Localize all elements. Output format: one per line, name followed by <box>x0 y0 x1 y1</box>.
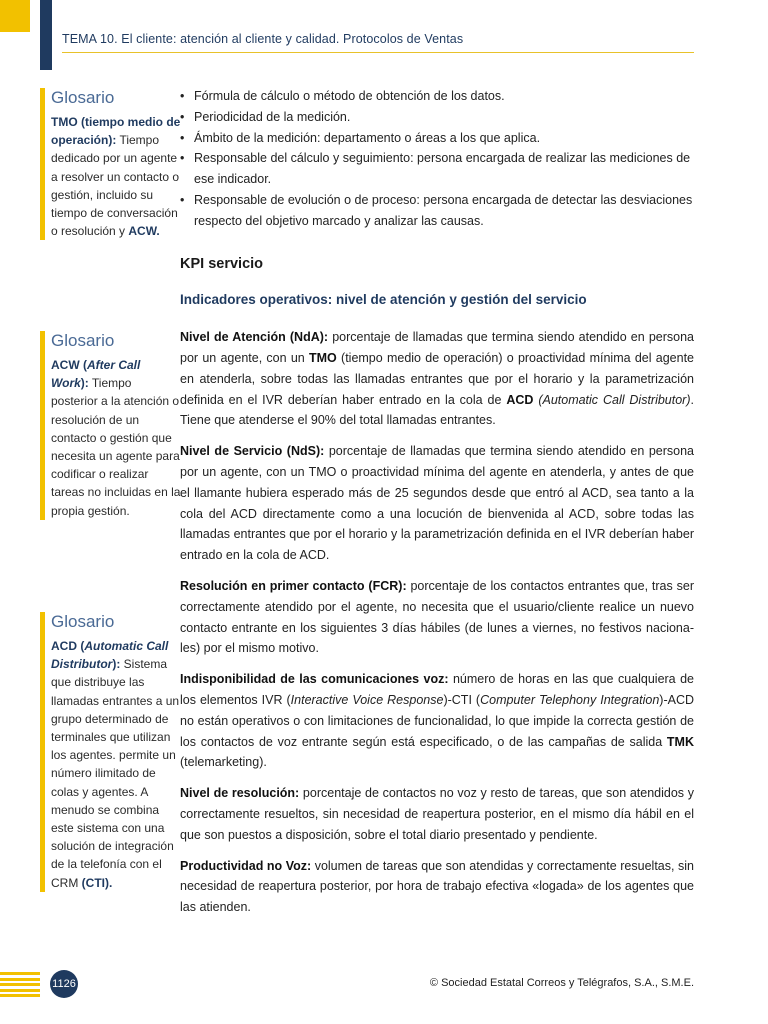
glossary-body <box>51 113 181 240</box>
paragraph-text: volumen de tareas que son atendidas y correctamente resueltas, sin necesidad de reapertura posterior, por hora de trabajo efectiva «logada» de los agentes que las atienden. <box>180 858 694 915</box>
glossary-term-close: ): <box>80 376 89 391</box>
inline-italic: (Automatic Call Distributor) <box>533 392 691 407</box>
glossary-term-italic: After Call Work <box>51 358 141 391</box>
glossary-title: Glosario <box>51 88 115 107</box>
paragraph-text: porcentaje de contactos no voz y resto de tareas, que son atendidos y correctamente resueltos, sin necesidad de reapertura posterior, en el mismo día hábil en el que son puestos a disposición, sobre el total diario presentado y pendiente. <box>180 786 695 842</box>
paragraph-text: porcentaje de llamadas que termina siendo atendido en persona por un agente, con un TMO o proactividad mínima del agente en atenderla, y antes de que el llamante hubiera esperado más de 25 segundos desde que entró al ACD, sea tanto a la cola del ACD directamente como a una locución de bienvenida al ACD, sobre todas las llamadas entrantes que por el horario y la parametrización definida en el IVR deberían haber entrado en la cola de ACD. <box>180 444 694 563</box>
paragraph-text: (telemarketing). <box>180 755 267 770</box>
bullet-item: • Ámbito de la medición: departamento o áreas a los que aplica. <box>180 128 694 149</box>
header-rule <box>62 52 694 53</box>
paragraph-term: Nivel de resolución: <box>180 786 300 801</box>
paragraph-nivel-resolucion <box>180 783 694 845</box>
inline-term: TMK <box>666 734 694 749</box>
footer-copyright: © Sociedad Estatal Correos y Telégrafos, S.A., S.M.E. <box>429 977 694 989</box>
paragraph-text: porcentaje de los contactos entrantes que, tras ser correctamente atendido por el agente, no necesita que el usuario/cliente realice un nuevo contacto entrante en los siguientes 3 días hábiles (de lunes a viernes, no festivos naciona-les) por el mismo motivo. <box>180 578 694 656</box>
glossary-title: Glosario <box>51 612 115 631</box>
inline-italic: Interactive Voice Response <box>290 692 444 707</box>
glossary-trailing-term: (CTI). <box>81 875 113 890</box>
paragraph-text: porcentaje de llamadas que termina siendo atendido en persona por un agente, con un <box>180 330 694 365</box>
bullet-item: • Periodicidad de la medición. <box>180 107 694 128</box>
glossary-term-italic: Automatic Call Distributor <box>51 639 169 672</box>
section-subheading: Indicadores operativos: nivel de atención y gestión del servicio <box>180 292 587 308</box>
glossary-body <box>51 356 181 520</box>
header-accent-bar <box>40 0 52 70</box>
inline-term: ACD <box>506 392 534 407</box>
footer-accent-lines <box>0 972 40 1000</box>
bullet-item: • Responsable del cálculo y seguimiento: persona encargada de realizar las mediciones de ese indicador. <box>180 148 694 190</box>
paragraph-term: Productividad no Voz: <box>180 858 312 873</box>
paragraph-term: Nivel de Servicio (NdS): <box>180 444 325 459</box>
corner-accent-block <box>0 0 30 32</box>
page-number-badge: 1126 <box>50 970 78 998</box>
paragraph-text: (tiempo medio de operación) o proactividad mínima del agente en atenderla, sobre todas las llamadas entrantes que por el horario y la parametrización definida en el IVR deberían haber entrado en la cola de <box>180 350 694 407</box>
paragraph-indisponibilidad <box>180 669 694 773</box>
glossary-box-tmo <box>40 88 181 240</box>
paragraph-term: Indisponibilidad de las comunicaciones voz: <box>180 672 449 687</box>
paragraph-term: Resolución en primer contacto (FCR): <box>180 578 407 593</box>
inline-term: TMO <box>309 350 337 365</box>
glossary-term: TMO (tiempo medio de operación): <box>51 115 181 148</box>
section-heading: KPI servicio <box>180 255 264 272</box>
paragraph-text: )-CTI ( <box>443 692 481 707</box>
paragraph-nds <box>180 441 694 566</box>
bullet-list <box>180 86 694 232</box>
bullet-item: • Responsable de evolución o de proceso: persona encargada de detectar las desviaciones respecto del objetivo marcado y analizar las causas. <box>180 190 694 232</box>
glossary-title: Glosario <box>51 331 115 350</box>
chapter-title: TEMA 10. El cliente: atención al cliente y calidad. Protocolos de Ventas <box>62 32 464 46</box>
paragraph-term: Nivel de Atención (NdA): <box>180 330 329 345</box>
paragraph-text: número de horas en las que cualquiera de los elementos IVR ( <box>180 672 694 707</box>
glossary-trailing-term: ACW. <box>128 224 160 239</box>
glossary-definition: Tiempo dedicado por un agente a resolver un contacto o gestión, incluido su tiempo de conversación o resolución y <box>51 133 180 239</box>
glossary-body <box>51 637 181 892</box>
paragraph-productividad <box>180 856 694 918</box>
glossary-box-acw <box>40 331 181 520</box>
paragraph-fcr <box>180 576 694 659</box>
glossary-term: ACW ( <box>51 358 87 372</box>
glossary-term: ACD ( <box>51 639 85 653</box>
main-content <box>180 86 694 928</box>
paragraph-nda <box>180 327 694 431</box>
glossary-box-acd <box>40 612 181 892</box>
glossary-term-close: ): <box>112 657 121 672</box>
glossary-definition: Sistema que distribuye las llamadas entrantes a un grupo determinado de terminales que utilizan los agentes. permite un número ilimitado de colas y agentes. A menudo se combina este sistema con una solución de integración de la telefonía con el CRM <box>51 657 180 890</box>
paragraph-text: . Tiene que atenderse el 90% del total llamadas entrantes. <box>180 392 694 428</box>
inline-italic: Computer Telephony Integration <box>480 692 660 707</box>
bullet-item: • Fórmula de cálculo o método de obtención de los datos. <box>180 86 694 107</box>
paragraph-text: )-ACD no están operativos o con limitaciones de funcionalidad, lo que impide la correcta gestión de los contactos de voz entrante según está especificado, o de las campañas de salida <box>180 692 695 749</box>
glossary-definition: Tiempo posterior a la atención o resolución de un contacto o gestión que necesita un agente para codificar o realizar tareas no incluidas en la propia gestión. <box>51 376 181 518</box>
